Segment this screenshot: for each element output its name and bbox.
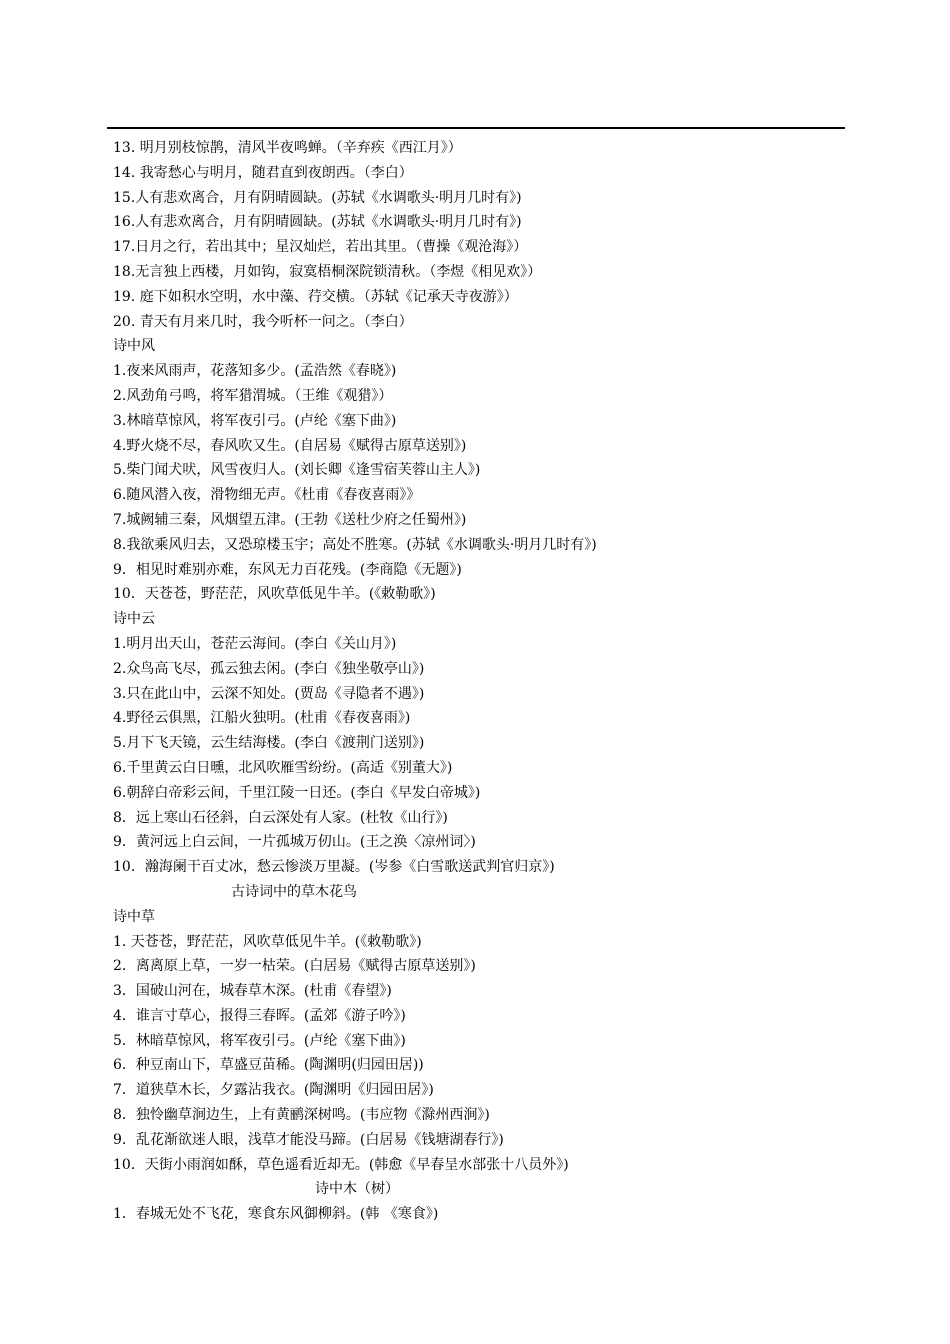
text-line: 6.随风潜入夜，滑物细无声。《杜甫《春夜喜雨》》 [113, 487, 421, 504]
text-line: 1.明月出天山，苍茫云海间。(李白《关山月》) [113, 635, 397, 652]
section-heading: 诗中云 [113, 611, 155, 628]
text-line: 4.野径云俱黑，江船火独明。(杜甫《春夜喜雨》) [113, 710, 411, 727]
text-line: 15.人有悲欢离合，月有阴晴圆缺。(苏轼《水调歌头·明月几时有》) [113, 189, 522, 206]
text-line: 9．乱花渐欲迷人眼，浅草才能没马蹄。(白居易《钱塘湖春行》) [113, 1131, 504, 1148]
text-line: 7．道狭草木长，夕露沾我衣。(陶渊明《归园田居》) [113, 1082, 434, 1099]
text-line: 1．春城无处不飞花，寒食东风御柳斜。(韩 《寒食》) [113, 1206, 439, 1223]
text-line: 4．谁言寸草心，报得三春晖。(孟郊《游子吟》) [113, 1007, 406, 1024]
text-line: 5.月下飞天镜，云生结海楼。(李白《渡荆门送别》) [113, 735, 425, 752]
text-line: 10．瀚海阑干百丈冰，愁云惨淡万里凝。(岑参《白雪歌送武判官归京》) [113, 859, 555, 876]
text-line: 2．离离原上草，一岁一枯荣。(白居易《赋得古原草送别》) [113, 958, 476, 975]
section-heading: 诗中风 [113, 338, 155, 355]
text-line: 8.我欲乘风归去，又恐琼楼玉宇；高处不胜寒。(苏轼《水调歌头·明月几时有》) [113, 536, 597, 553]
chapter-heading: 古诗词中的草木花鸟 [231, 883, 357, 900]
text-line: 3.只在此山中，云深不知处。(贾岛《寻隐者不遇》) [113, 685, 425, 702]
text-line: 17.日月之行，若出其中；星汉灿烂，若出其里。（曹操《观沧海》） [113, 239, 528, 256]
section-heading: 诗中草 [113, 908, 155, 925]
text-line: 10．天街小雨润如酥，草色遥看近却无。(韩愈《早春呈水部张十八员外》) [113, 1156, 569, 1173]
text-line: 9．黄河远上白云间，一片孤城万仞山。(王之涣〈凉州词〉) [113, 834, 476, 851]
text-line: 1.夜来风雨声，花落知多少。(孟浩然《春晓》) [113, 363, 397, 380]
text-line: 5.柴门闻犬吠，风雪夜归人。(刘长卿《逢雪宿芙蓉山主人》) [113, 462, 481, 479]
text-line: 16.人有悲欢离合，月有阴晴圆缺。(苏轼《水调歌头·明月几时有》) [113, 214, 522, 231]
text-line: 6.朝辞白帝彩云间，千里江陵一日还。(李白《早发白帝城》) [113, 784, 481, 801]
text-line: 14. 我寄愁心与明月，随君直到夜朗西。（李白） [113, 164, 413, 181]
text-line: 6.千里黄云白日曛，北风吹雁雪纷纷。(高适《别董大》) [113, 759, 453, 776]
text-line: 10．天苍苍，野茫茫，风吹草低见牛羊。(《敕勒歌》) [113, 586, 436, 603]
text-line: 18.无言独上西楼，月如钩，寂寞梧桐深院锁清秋。（李煜《相见欢》） [113, 263, 542, 280]
text-line: 20. 青天有月来几时，我今听杯一问之。（李白） [113, 313, 413, 330]
text-line: 6．种豆南山下，草盛豆苗稀。(陶渊明(归园田居)) [113, 1057, 424, 1074]
text-line: 9．相见时难别亦难，东风无力百花残。(李商隐《无题》) [113, 561, 462, 578]
header-rule [107, 127, 845, 129]
text-line: 7.城阙辅三秦，风烟望五津。(王勃《送杜少府之任蜀州》) [113, 511, 467, 528]
text-line: 13. 明月别枝惊鹊，清风半夜鸣蝉。（辛弃疾《西江月》） [113, 140, 462, 156]
text-line: 2.众鸟高飞尽，孤云独去闲。(李白《独坐敬亭山》) [113, 660, 425, 677]
text-line: 8．独怜幽草涧边生，上有黄鹂深树鸣。(韦应物《滁州西涧》) [113, 1107, 490, 1124]
text-line: 5．林暗草惊风，将军夜引弓。(卢纶《塞下曲》) [113, 1032, 406, 1049]
section-heading: 诗中木（树） [315, 1181, 399, 1198]
text-line: 3．国破山河在，城春草木深。(杜甫《春望》) [113, 983, 392, 1000]
text-line: 4.野火烧不尽，春风吹又生。(自居易《赋得古原草送别》) [113, 437, 467, 454]
text-line: 3.林暗草惊风，将军夜引弓。(卢纶《塞下曲》) [113, 412, 397, 429]
text-line: 2.风劲角弓鸣，将军猎渭城。（王维《观猎》） [113, 387, 393, 404]
text-line: 1. 天苍苍，野茫茫，风吹草低见牛羊。(《敕勒歌》) [113, 933, 422, 950]
text-line: 19. 庭下如积水空明，水中藻、荇交横。（苏轼《记承天寺夜游》） [113, 288, 518, 305]
text-body [113, 136, 848, 1227]
text-line: 8．远上寒山石径斜，白云深处有人家。(杜牧《山行》) [113, 809, 448, 826]
